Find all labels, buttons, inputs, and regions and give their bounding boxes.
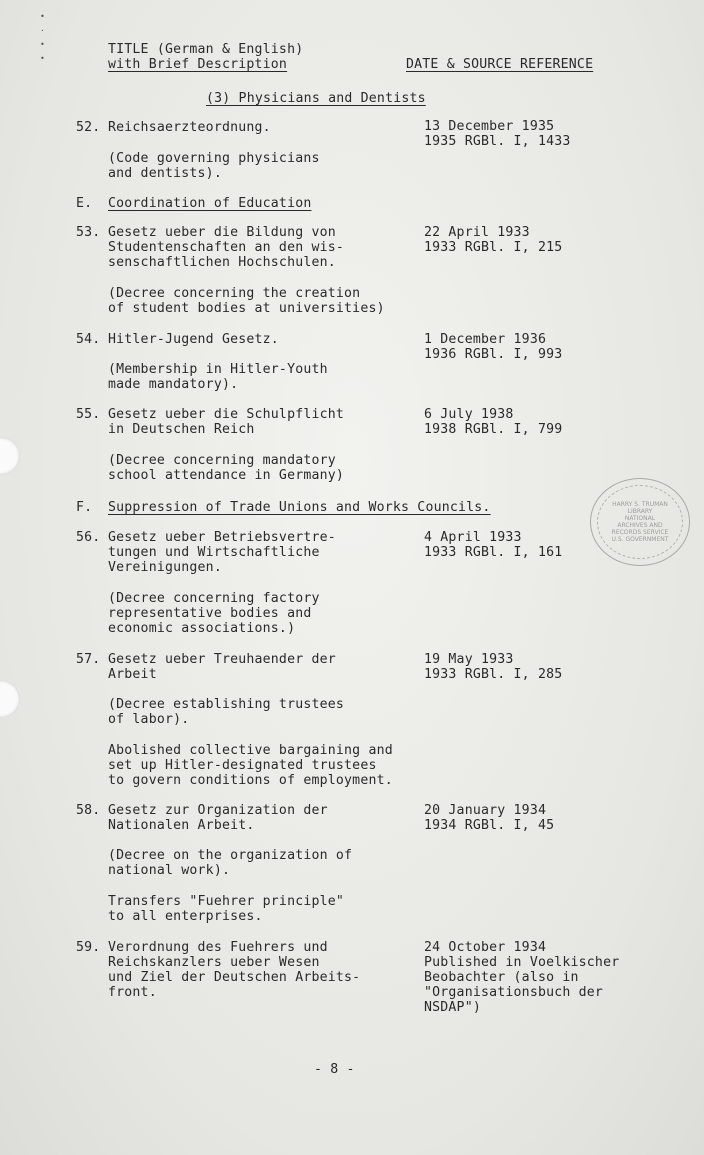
item-description: (Decree on the organization of national work). xyxy=(108,848,353,878)
item-date-source: 20 January 1934 1934 RGBl. I, 45 xyxy=(424,803,555,833)
item-description: (Decree concerning mandatory school attendance in Germany) xyxy=(108,453,345,483)
section-d3-title: (3) Physicians and Dentists xyxy=(206,91,426,106)
item-number: 54. xyxy=(76,332,101,347)
header-title-line1: TITLE (German & English) xyxy=(108,42,304,57)
item-description: (Decree concerning factory representative bodies and economic associations.) xyxy=(108,591,320,636)
item-number: 55. xyxy=(76,407,101,422)
item-date-source: 22 April 1933 1933 RGBl. I, 215 xyxy=(424,225,563,255)
item-number: 58. xyxy=(76,803,101,818)
item-title: Gesetz ueber Betriebsvertre- tungen und Wirtschaftliche Vereinigungen. xyxy=(108,530,336,575)
item-date-source: 13 December 1935 1935 RGBl. I, 1433 xyxy=(424,119,571,149)
item-title: Gesetz ueber Treuhaender der Arbeit xyxy=(108,652,336,682)
item-title: Gesetz ueber die Schulpflicht in Deutschen Reich xyxy=(108,407,345,437)
item-date-source: 4 April 1933 1933 RGBl. I, 161 xyxy=(424,530,563,560)
item-date-source: 19 May 1933 1933 RGBl. I, 285 xyxy=(424,652,563,682)
item-date-source: 24 October 1934 Published in Voelkischer Beobachter (also in "Organisationsbuch der NSDAP") xyxy=(424,940,620,1015)
item-note: Transfers "Fuehrer principle" to all enterprises. xyxy=(108,894,345,924)
section-letter: F. xyxy=(76,500,93,515)
section-e-title: Coordination of Education xyxy=(108,196,312,211)
item-number: 59. xyxy=(76,940,101,955)
page-number: - 8 - xyxy=(314,1062,355,1077)
item-description: (Decree concerning the creation of student bodies at universities) xyxy=(108,286,385,316)
punch-hole xyxy=(0,680,20,718)
item-note: Abolished collective bargaining and set up Hitler-designated trustees to govern conditions of employment. xyxy=(108,743,393,788)
item-title: Gesetz zur Organization der Nationalen Arbeit. xyxy=(108,803,328,833)
archive-stamp xyxy=(590,478,690,566)
item-date-source: 1 December 1936 1936 RGBl. I, 993 xyxy=(424,332,563,362)
section-f-title: Suppression of Trade Unions and Works Councils. xyxy=(108,500,491,515)
stamp-text: HARRY S. TRUMAN LIBRARY NATIONAL ARCHIVES AND RECORDS SERVICE U.S. GOVERNMENT xyxy=(611,501,669,543)
item-number: 53. xyxy=(76,225,101,240)
item-title: Verordnung des Fuehrers und Reichskanzlers ueber Wesen und Ziel der Deutschen Arbeits- front. xyxy=(108,940,361,1000)
item-number: 57. xyxy=(76,652,101,667)
section-letter: E. xyxy=(76,196,93,211)
item-date-source: 6 July 1938 1938 RGBl. I, 799 xyxy=(424,407,563,437)
item-description: (Decree establishing trustees of labor). xyxy=(108,697,345,727)
item-title: Reichsaerzteordnung. xyxy=(108,120,271,135)
item-number: 52. xyxy=(76,120,101,135)
item-number: 56. xyxy=(76,530,101,545)
item-description: (Membership in Hitler-Youth made mandatory). xyxy=(108,362,328,392)
item-title: Hitler-Jugend Gesetz. xyxy=(108,332,279,347)
header-date-source: DATE & SOURCE REFERENCE xyxy=(406,57,594,72)
item-description: (Code governing physicians and dentists). xyxy=(108,151,320,181)
header-title-line2: with Brief Description xyxy=(108,57,288,72)
punch-hole xyxy=(0,437,20,475)
item-title: Gesetz ueber die Bildung von Studentenschaften an den wis- senschaftlichen Hochschulen. xyxy=(108,225,345,270)
paper-specks: • · • • xyxy=(40,12,45,63)
